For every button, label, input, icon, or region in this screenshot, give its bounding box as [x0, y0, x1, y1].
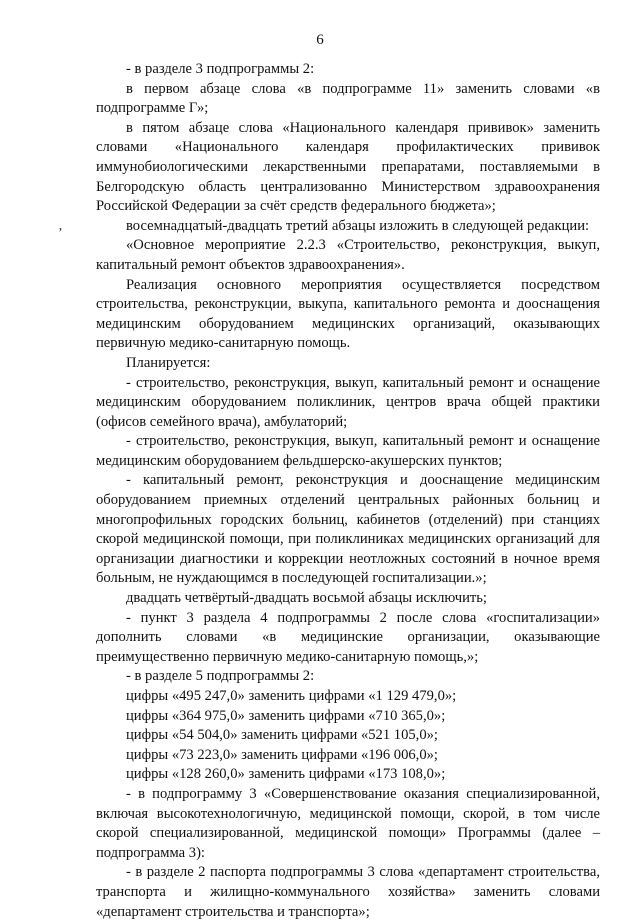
paragraph: в пятом абзаце слова «Национального календаря прививок» заменить словами «Национального календаря профилактических прививок иммунобиологическими лекарственными препаратами, поставляемыми в Белгородскую область централизованно Министерством здравоохранения Российской Федерации за счёт средств федерального бюджета»;: [96, 119, 600, 215]
paragraph: - в разделе 5 подпрограммы 2:: [126, 668, 315, 685]
paragraph: - строительство, реконструкция, выкуп, капитальный ремонт и оснащение медицинским оборудованием поликлиник, центров врача общей практики (офисов семейного врача), амбулаторий;: [96, 374, 600, 430]
paragraph: Планируется:: [126, 354, 211, 371]
page-number: 6: [316, 32, 324, 48]
paragraph: цифры «128 260,0» заменить цифрами «173 108,0»;: [126, 766, 446, 783]
paragraph: цифры «54 504,0» заменить цифрами «521 105,0»;: [126, 727, 438, 744]
paragraph: в первом абзаце слова «в подпрограмме 11» заменить словами «в подпрограмме Г»;: [96, 80, 600, 117]
paragraph: восемнадцатый-двадцать третий абзацы изложить в следующей редакции:: [126, 217, 590, 234]
paragraph: цифры «364 975,0» заменить цифрами «710 365,0»;: [126, 707, 446, 724]
paragraph: - капитальный ремонт, реконструкция и дооснащение медицинским оборудованием приемных отделений центральных районных больниц и многопрофильных городских больниц, кабинетов (отделений) при станциях скорой медицинской помощи, при поликлиниках медицинских организаций для организации диагностики и коррекции неотложных состояний в ночное время больным, не нуждающимся в последующей госпитализации.»;: [96, 472, 600, 587]
paragraph: - в разделе 2 паспорта подпрограммы 3 слова «департамент строительства, транспорта и жилищно-коммунального хозяйства» заменить словами «департамент строительства и транспорта»;: [96, 864, 600, 920]
paragraph: - строительство, реконструкция, выкуп, капитальный ремонт и оснащение медицинским оборудованием фельдшерско-акушерских пунктов;: [96, 433, 600, 469]
paragraph: - в подпрограмму 3 «Совершенствование оказания специализированной, включая высокотехнологичную, медицинской помощи, скорой, в том числе скорой специализированной, медицинской помощи» Программы (далее – подпрограмма 3):: [96, 785, 600, 861]
paragraph: «Основное мероприятие 2.2.3 «Строительство, реконструкция, выкуп, капитальный ремонт объектов здравоохранения».: [96, 237, 600, 273]
margin-mark: ’: [58, 226, 63, 241]
paragraph: - пункт 3 раздела 4 подпрограммы 2 после слова «госпитализации» дополнить словами «в медицинские организации, оказывающие преимущественно первичную медико-санитарную помощь,»;: [96, 609, 600, 665]
paragraph: двадцать четвёртый-двадцать восьмой абзацы исключить;: [126, 590, 487, 607]
paragraph: - в разделе 3 подпрограммы 2:: [126, 61, 315, 77]
paragraph: цифры «73 223,0» заменить цифрами «196 006,0»;: [126, 746, 438, 763]
paragraph: цифры «495 247,0» заменить цифрами «1 129 479,0»;: [126, 688, 457, 704]
paragraph: Реализация основного мероприятия осуществляется посредством строительства, реконструкции, выкупа, капитального ремонта и дооснащения медицинским оборудованием медицинских организаций, оказывающих первичную медико-санитарную помощь.: [96, 276, 600, 352]
document-body: [96, 60, 600, 922]
